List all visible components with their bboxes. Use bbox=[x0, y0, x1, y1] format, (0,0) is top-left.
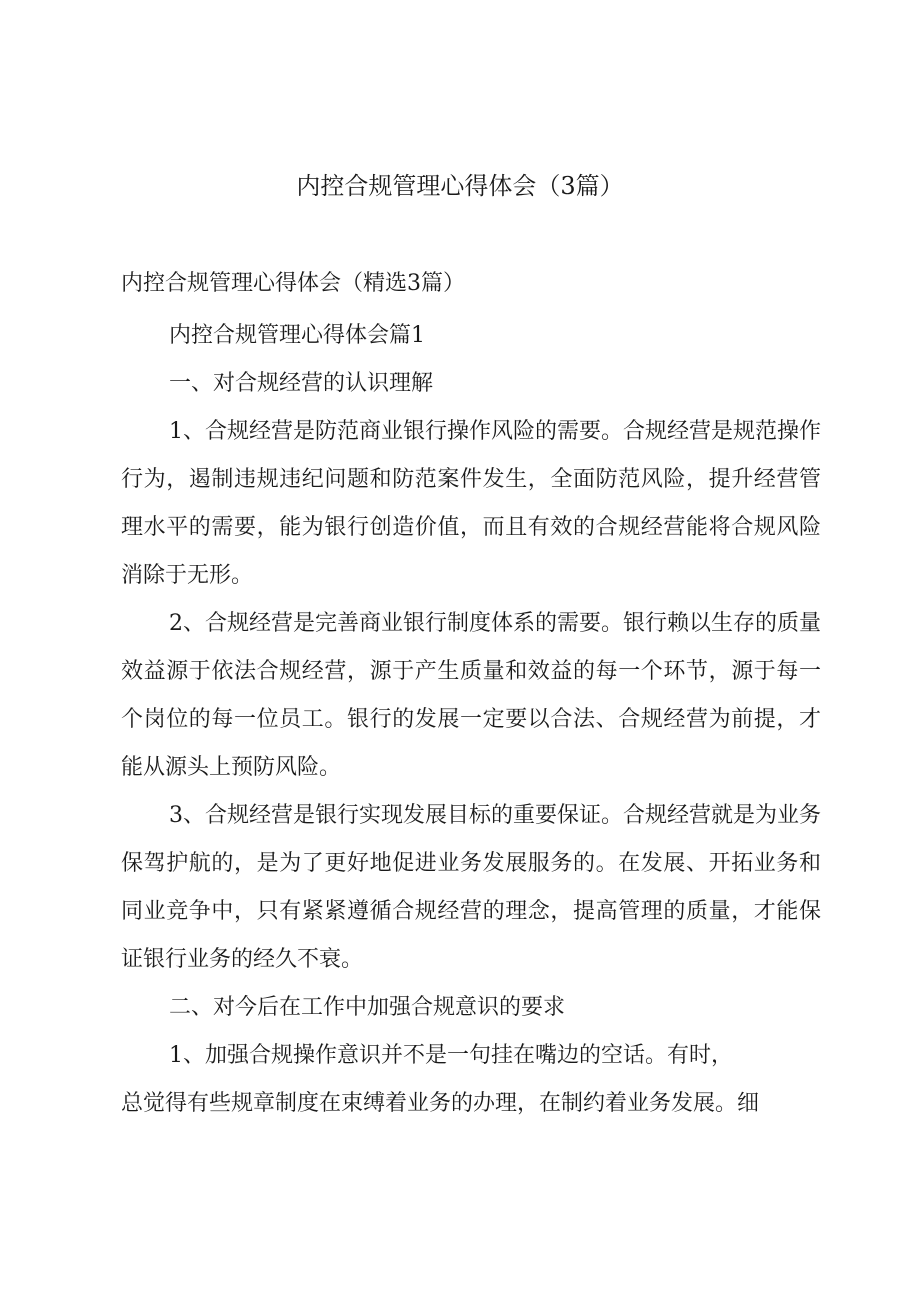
paragraph-2: 2、合规经营是完善商业银行制度体系的需要。银行赖以生存的质量效益源于依法合规经营，源于产生质量和效益的每一个环节，源于每一个岗位的每一位员工。银行的发展一定要以合法、合规经营为前提，才能从源头上预防风险。 bbox=[121, 611, 821, 780]
heading-2: 二、对今后在工作中加强合规意识的要求 bbox=[169, 995, 566, 1020]
paragraph-1: 1、合规经营是防范商业银行操作风险的需要。合规经营是规范操作行为，遏制违规违纪问题和防范案件发生，全面防范风险，提升经营管理水平的需要，能为银行创造价值，而且有效的合规经营能将合规风险消除于无形。 bbox=[121, 419, 821, 588]
paragraph-4-line-1: 1、加强合规操作意识并不是一句挂在嘴边的空话。有时， bbox=[169, 1043, 733, 1068]
document-subtitle: 内控合规管理心得体会（精选3篇） bbox=[121, 271, 465, 296]
paragraph-3: 3、合规经营是银行实现发展目标的重要保证。合规经营就是为业务保驾护航的，是为了更好地促进业务发展服务的。在发展、开拓业务和同业竞争中，只有紧紧遵循合规经营的理念，提高管理的质量，才能保证银行业务的经久不衰。 bbox=[121, 803, 821, 972]
document-body bbox=[121, 312, 821, 1128]
document-title: 内控合规管理心得体会（3篇） bbox=[296, 172, 624, 200]
paragraph-4-line-2: 总觉得有些规章制度在束缚着业务的办理，在制约着业务发展。细 bbox=[121, 1091, 760, 1116]
section-title: 内控合规管理心得体会篇1 bbox=[169, 323, 425, 348]
heading-1: 一、对合规经营的认识理解 bbox=[169, 371, 434, 396]
